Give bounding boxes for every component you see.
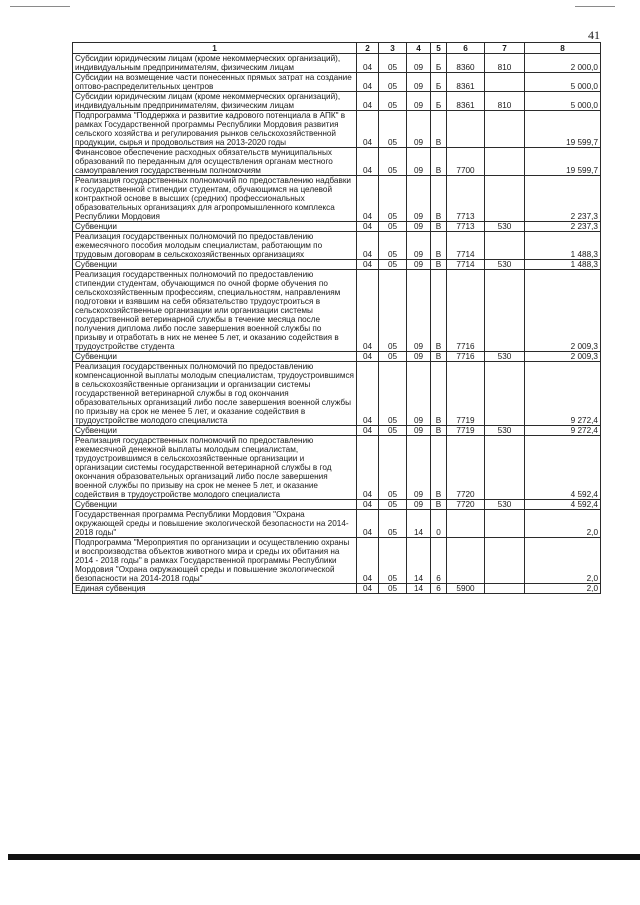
- amount-cell: 5 000,0: [525, 73, 601, 92]
- amount-cell: 1 488,3: [525, 260, 601, 270]
- code-cell: 05: [379, 222, 407, 232]
- code-cell: 05: [379, 538, 407, 584]
- code-cell: В: [431, 426, 447, 436]
- code-cell: В: [431, 352, 447, 362]
- amount-cell: 2 009,3: [525, 352, 601, 362]
- table-row: [73, 73, 601, 92]
- amount-cell: 5 000,0: [525, 92, 601, 111]
- code-cell: 04: [357, 54, 379, 73]
- table-row: [73, 176, 601, 222]
- code-cell: [485, 111, 525, 148]
- code-cell: 05: [379, 500, 407, 510]
- scan-mark-top-left: [10, 6, 70, 7]
- code-cell: [485, 176, 525, 222]
- code-cell: 09: [407, 436, 431, 500]
- code-cell: 7714: [447, 232, 485, 260]
- table-row: [73, 510, 601, 538]
- description-cell: Субвенции: [73, 500, 357, 510]
- budget-table: [72, 42, 601, 594]
- code-cell: 530: [485, 260, 525, 270]
- code-cell: 0: [431, 510, 447, 538]
- code-cell: В: [431, 232, 447, 260]
- amount-cell: 19 599,7: [525, 111, 601, 148]
- code-cell: 05: [379, 92, 407, 111]
- code-cell: 14: [407, 584, 431, 594]
- code-cell: [485, 584, 525, 594]
- code-cell: 09: [407, 426, 431, 436]
- code-cell: [447, 510, 485, 538]
- description-cell: Реализация государственных полномочий по предоставлению ежемесячной денежной выплаты молодым специалистам, трудоустроившимся в сельскохозяйственные организации и организации системы государственной ветеринарной службы в год окончания образовательных организаций либо после завершения военной службы по призыву на срок не менее 5 лет, и оказание содействия в трудоустройстве молодого специалиста: [73, 436, 357, 500]
- code-cell: 530: [485, 500, 525, 510]
- code-cell: 530: [485, 426, 525, 436]
- code-cell: 09: [407, 176, 431, 222]
- table-row: [73, 538, 601, 584]
- code-cell: 530: [485, 352, 525, 362]
- table-row: [73, 232, 601, 260]
- description-cell: Финансовое обеспечение расходных обязательств муниципальных образований по переданным для осуществления органам местного самоуправления государственным полномочиям: [73, 148, 357, 176]
- description-cell: Подпрограмма "Поддержка и развитие кадрового потенциала в АПК" в рамках Государственной программы Республики Мордовия развития сельского хозяйства и регулирования рынков сельскохозяйственной продукции, сырья и продовольствия на 2013-2020 годы: [73, 111, 357, 148]
- amount-cell: 2 009,3: [525, 270, 601, 352]
- description-cell: Подпрограмма "Мероприятия по организации и осуществлению охраны и воспроизводства объектов животного мира и среды их обитания на 2014 - 2018 годы" в рамках Государственной программы Республики Мордовия "Охрана окружающей среды и повышение экологической безопасности на 2014-2018 годы": [73, 538, 357, 584]
- amount-cell: 1 488,3: [525, 232, 601, 260]
- code-cell: 5900: [447, 584, 485, 594]
- code-cell: 05: [379, 362, 407, 426]
- amount-cell: 19 599,7: [525, 148, 601, 176]
- code-cell: 05: [379, 148, 407, 176]
- code-cell: 04: [357, 148, 379, 176]
- code-cell: [485, 362, 525, 426]
- code-cell: [485, 148, 525, 176]
- code-cell: 7720: [447, 500, 485, 510]
- code-cell: 09: [407, 222, 431, 232]
- code-cell: 04: [357, 584, 379, 594]
- table-row: [73, 362, 601, 426]
- code-cell: 05: [379, 510, 407, 538]
- table-header-row: [73, 43, 601, 54]
- code-cell: 04: [357, 538, 379, 584]
- page-number: 41: [588, 28, 600, 42]
- code-cell: 7719: [447, 426, 485, 436]
- header-cell: 4: [407, 43, 431, 54]
- description-cell: Субвенции: [73, 352, 357, 362]
- code-cell: [485, 232, 525, 260]
- description-cell: Субвенции: [73, 426, 357, 436]
- code-cell: 04: [357, 111, 379, 148]
- code-cell: [447, 111, 485, 148]
- code-cell: 05: [379, 436, 407, 500]
- header-cell: 7: [485, 43, 525, 54]
- code-cell: 7700: [447, 148, 485, 176]
- table-row: [73, 111, 601, 148]
- table-row: [73, 584, 601, 594]
- code-cell: 05: [379, 584, 407, 594]
- code-cell: 7720: [447, 436, 485, 500]
- table-row: [73, 500, 601, 510]
- code-cell: 05: [379, 352, 407, 362]
- code-cell: [447, 538, 485, 584]
- header-cell: 5: [431, 43, 447, 54]
- code-cell: 05: [379, 176, 407, 222]
- code-cell: 05: [379, 270, 407, 352]
- code-cell: [485, 436, 525, 500]
- code-cell: 05: [379, 111, 407, 148]
- code-cell: 04: [357, 510, 379, 538]
- code-cell: 09: [407, 500, 431, 510]
- amount-cell: 4 592,4: [525, 436, 601, 500]
- code-cell: 04: [357, 222, 379, 232]
- code-cell: [485, 73, 525, 92]
- description-cell: Реализация государственных полномочий по предоставлению компенсационной выплаты молодым специалистам, трудоустроившимся в сельскохозяйственные организации и организации системы государственной ветеринарной службы в год окончания образовательных организаций либо после завершения военной службы по призыву на срок не менее 5 лет, и оказание содействия в трудоустройстве молодого специалиста: [73, 362, 357, 426]
- code-cell: 6: [431, 538, 447, 584]
- code-cell: В: [431, 176, 447, 222]
- description-cell: Государственная программа Республики Мордовия "Охрана окружающей среды и повышение экологической безопасности на 2014-2018 годы": [73, 510, 357, 538]
- header-cell: 8: [525, 43, 601, 54]
- code-cell: 05: [379, 232, 407, 260]
- code-cell: 09: [407, 362, 431, 426]
- code-cell: 7716: [447, 352, 485, 362]
- table-row: [73, 260, 601, 270]
- code-cell: 05: [379, 54, 407, 73]
- amount-cell: 2,0: [525, 510, 601, 538]
- header-cell: 3: [379, 43, 407, 54]
- code-cell: 04: [357, 260, 379, 270]
- code-cell: 05: [379, 73, 407, 92]
- description-cell: Субвенции: [73, 260, 357, 270]
- code-cell: 09: [407, 73, 431, 92]
- bottom-scan-border: [8, 854, 640, 860]
- code-cell: 04: [357, 362, 379, 426]
- code-cell: В: [431, 111, 447, 148]
- header-cell: 2: [357, 43, 379, 54]
- code-cell: 7714: [447, 260, 485, 270]
- amount-cell: 2 000,0: [525, 54, 601, 73]
- code-cell: 04: [357, 270, 379, 352]
- table-row: [73, 436, 601, 500]
- code-cell: 09: [407, 148, 431, 176]
- code-cell: [485, 538, 525, 584]
- code-cell: 09: [407, 54, 431, 73]
- code-cell: 04: [357, 176, 379, 222]
- code-cell: 7713: [447, 176, 485, 222]
- code-cell: 14: [407, 538, 431, 584]
- code-cell: В: [431, 260, 447, 270]
- scan-mark-top-right: [575, 6, 615, 7]
- amount-cell: 4 592,4: [525, 500, 601, 510]
- code-cell: 05: [379, 426, 407, 436]
- code-cell: 530: [485, 222, 525, 232]
- code-cell: 09: [407, 260, 431, 270]
- header-cell: 1: [73, 43, 357, 54]
- description-cell: Субсидии юридическим лицам (кроме некоммерческих организаций), индивидуальным предпринимателям, физическим лицам: [73, 92, 357, 111]
- code-cell: 7713: [447, 222, 485, 232]
- code-cell: В: [431, 222, 447, 232]
- code-cell: 6: [431, 584, 447, 594]
- amount-cell: 2 237,3: [525, 176, 601, 222]
- code-cell: 09: [407, 232, 431, 260]
- code-cell: 09: [407, 352, 431, 362]
- code-cell: В: [431, 500, 447, 510]
- code-cell: 04: [357, 500, 379, 510]
- code-cell: 05: [379, 260, 407, 270]
- code-cell: 04: [357, 232, 379, 260]
- code-cell: [485, 510, 525, 538]
- code-cell: 09: [407, 270, 431, 352]
- description-cell: Субсидии на возмещение части понесенных прямых затрат на создание оптово-распределительных центров: [73, 73, 357, 92]
- amount-cell: 2,0: [525, 538, 601, 584]
- code-cell: 8361: [447, 73, 485, 92]
- description-cell: Единая субвенция: [73, 584, 357, 594]
- code-cell: В: [431, 270, 447, 352]
- code-cell: 810: [485, 92, 525, 111]
- code-cell: 04: [357, 436, 379, 500]
- description-cell: Субвенции: [73, 222, 357, 232]
- code-cell: В: [431, 148, 447, 176]
- amount-cell: 9 272,4: [525, 426, 601, 436]
- code-cell: 810: [485, 54, 525, 73]
- code-cell: 7716: [447, 270, 485, 352]
- amount-cell: 2,0: [525, 584, 601, 594]
- code-cell: 04: [357, 73, 379, 92]
- table-row: [73, 270, 601, 352]
- code-cell: 04: [357, 352, 379, 362]
- code-cell: В: [431, 436, 447, 500]
- description-cell: Субсидии юридическим лицам (кроме некоммерческих организаций), индивидуальным предпринимателям, физическим лицам: [73, 54, 357, 73]
- table-row: [73, 352, 601, 362]
- code-cell: 8360: [447, 54, 485, 73]
- table-row: [73, 92, 601, 111]
- code-cell: 09: [407, 92, 431, 111]
- code-cell: Б: [431, 73, 447, 92]
- amount-cell: 2 237,3: [525, 222, 601, 232]
- code-cell: 04: [357, 426, 379, 436]
- code-cell: 09: [407, 111, 431, 148]
- description-cell: Реализация государственных полномочий по предоставлению стипендии студентам, обучающимся по очной форме обучения по сельскохозяйственным профессиям, специальностям, направлениям подготовки и взявшим на себя обязательство трудоустроиться в сельскохозяйственные организации или организации системы государственной ветеринарной службы в течение месяца после получения диплома либо после завершения военной службы по призыву и отработать в них не менее 5 лет, и оказанию содействия в трудоустройстве студента: [73, 270, 357, 352]
- code-cell: Б: [431, 92, 447, 111]
- code-cell: [485, 270, 525, 352]
- code-cell: В: [431, 362, 447, 426]
- description-cell: Реализация государственных полномочий по предоставлению надбавки к государственной стипендии студентам, обучающимся на целевой контрактной основе в высших (средних) профессиональных образовательных организациях для агропромышленного комплекса Республики Мордовия: [73, 176, 357, 222]
- table-row: [73, 222, 601, 232]
- code-cell: 04: [357, 92, 379, 111]
- code-cell: 8361: [447, 92, 485, 111]
- header-cell: 6: [447, 43, 485, 54]
- table-row: [73, 148, 601, 176]
- table-row: [73, 54, 601, 73]
- description-cell: Реализация государственных полномочий по предоставлению ежемесячного пособия молодым специалистам, работающим по трудовым договорам в сельскохозяйственных организациях: [73, 232, 357, 260]
- code-cell: Б: [431, 54, 447, 73]
- table-row: [73, 426, 601, 436]
- code-cell: 14: [407, 510, 431, 538]
- amount-cell: 9 272,4: [525, 362, 601, 426]
- code-cell: 7719: [447, 362, 485, 426]
